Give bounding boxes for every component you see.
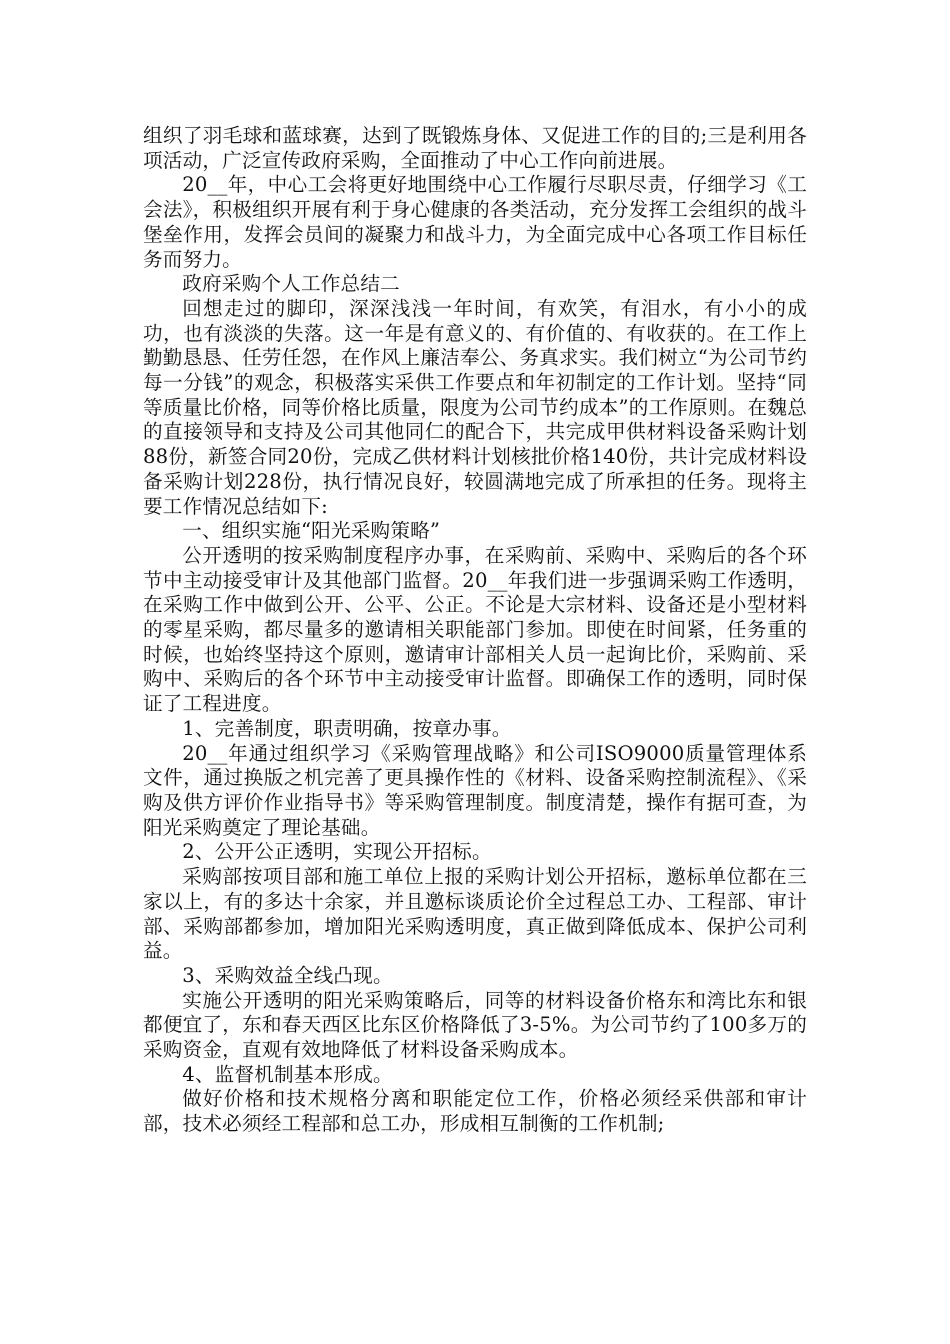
heading-item-1: 1、完善制度，职责明确，按章办事。 <box>182 716 512 740</box>
paragraph-continuation: 组织了羽毛球和蓝球赛，达到了既锻炼身体、又促进工作的目的;三是利用各项活动，广泛宣传政府采购，全面推动了中心工作向前进展。 <box>143 124 807 172</box>
paragraph-item-3: 实施公开透明的阳光采购策略后，同等的材料设备价格东和湾比东和银都便宜了，东和春天西区比东区价格降低了3-5%。为公司节约了100多万的采购资金，直观有效地降低了材料设备采购成本。 <box>143 988 807 1062</box>
paragraph-year-review: 回想走过的脚印，深深浅浅一年时间，有欢笑，有泪水，有小小的成功，也有淡淡的失落。这一年是有意义的、有价值的、有收获的。在工作上勤勤恳恳、任劳任怨，在作风上廉洁奉公、务真求实。我们树立“为公司节约每一分钱”的观念，积极落实采供工作要点和年初制定的工作计划。坚持“同等质量比价格，同等价格比质量，限度为公司节约成本”的工作原则。在魏总的直接领导和支持及公司其他同仁的配合下，共完成甲供材料设备采购计划88份，新签合同20份，完成乙供材料计划核批价格140份，共计完成材料设备采购计划228份，执行情况良好，较圆满地完成了所承担的任务。现将主要工作情况总结如下: <box>143 296 807 518</box>
heading-item-2: 2、公开公正透明，实现公开招标。 <box>182 840 492 864</box>
paragraph-transparency: 公开透明的按采购制度程序办事，在采购前、采购中、采购后的各个环节中主动接受审计及其他部门监督。20__年我们进一步强调采购工作透明，在采购工作中做到公开、公平、公正。不论是大宗材料、设备还是小型材料的零星采购，都尽量多的邀请相关职能部门参加。即使在时间紧，任务重的时候，也始终坚持这个原则，邀请审计部相关人员一起询比价，采购前、采购中、采购后的各个环节中主动接受审计监督。即确保工作的透明，同时保证了工程进度。 <box>143 543 807 716</box>
heading-item-3: 3、采购效益全线凸现。 <box>182 963 393 987</box>
section-heading-summary-two: 政府采购个人工作总结二 <box>182 272 400 296</box>
paragraph-item-4: 做好价格和技术规格分离和职能定位工作，价格必须经采供部和审计部，技术必须经工程部和总工办，形成相互制衡的工作机制; <box>143 1087 807 1136</box>
document-body <box>143 124 807 1137</box>
paragraph-union-plan: 20__年，中心工会将更好地围绕中心工作履行尽职尽责，仔细学习《工会法》，积极组织开展有利于身心健康的各类活动，充分发挥工会组织的战斗堡垒作用，发挥会员间的凝聚力和战斗力，为全面完成中心各项工作目标任务而努力。 <box>143 173 807 271</box>
heading-item-4: 4、监督机制基本形成。 <box>182 1062 393 1086</box>
paragraph-item-2: 采购部按项目部和施工单位上报的采购计划公开招标，邀标单位都在三家以上，有的多达十余家，并且邀标谈质论价全过程总工办、工程部、审计部、采购部都参加，增加阳光采购透明度，真正做到降低成本、保护公司利益。 <box>143 865 807 963</box>
heading-sunshine-procurement: 一、组织实施“阳光采购策略” <box>182 519 441 543</box>
paragraph-item-1: 20__年通过组织学习《采购管理战略》和公司ISO9000质量管理体系文件，通过换版之机完善了更具操作性的《材料、设备采购控制流程》、《采购及供方评价作业指导书》等采购管理制度。制度清楚，操作有据可查，为阳光采购奠定了理论基础。 <box>143 741 807 839</box>
